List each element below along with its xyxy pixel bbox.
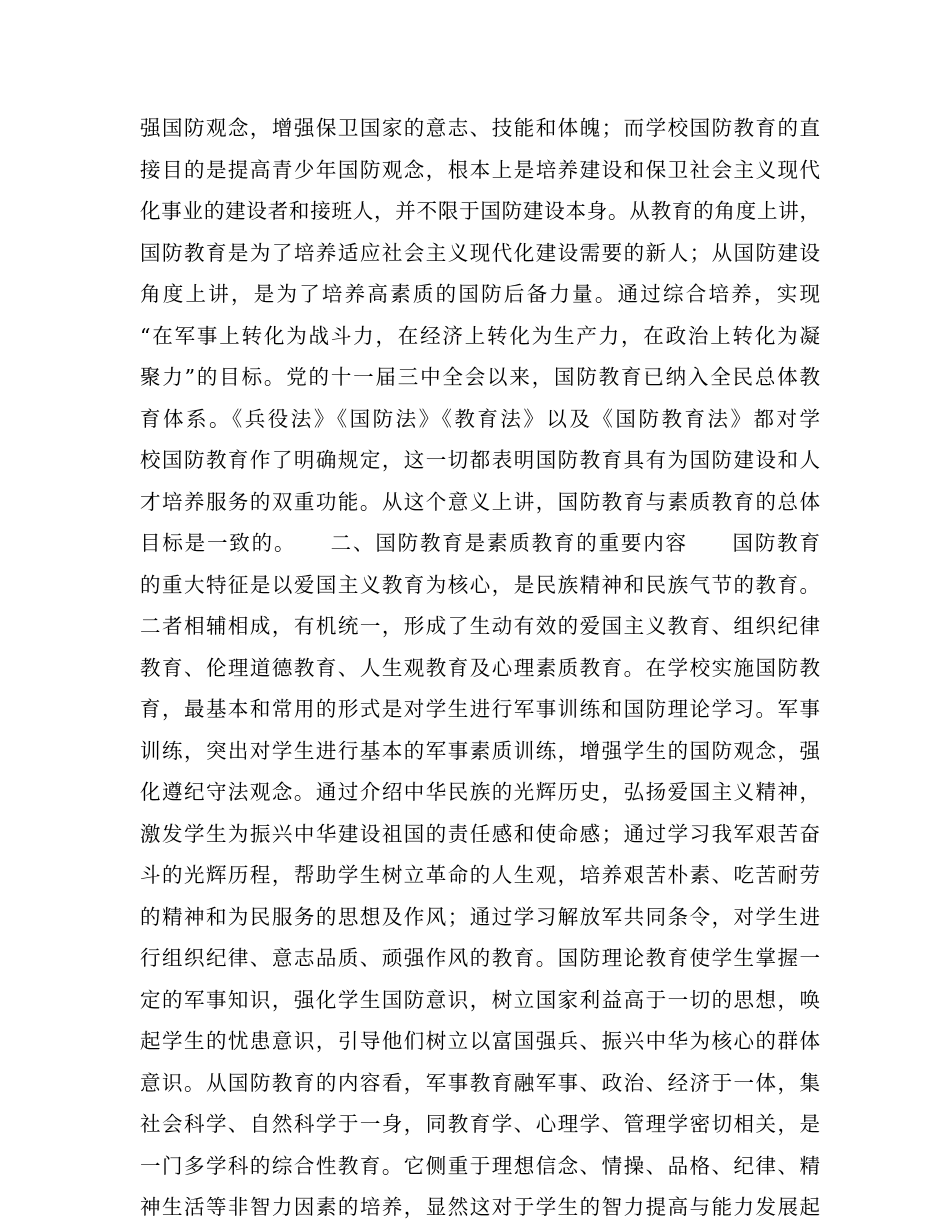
text-line: 强国防观念，增强保卫国家的意志、技能和体魄；而学校国防教育的直 [140,116,820,140]
text-line: 校国防教育作了明确规定，这一切都表明国防教育具有为国防建设和人 [140,448,820,472]
text-line: 意识。从国防教育的内容看，军事教育融军事、政治、经济于一体，集 [140,1070,820,1095]
text-line: 目标是一致的。 二、国防教育是素质教育的重要内容 国防教育 [140,531,820,555]
text-line: 行组织纪律、意志品质、顽强作风的教育。国防理论教育使学生掌握一 [140,946,820,970]
text-line: 接目的是提高青少年国防观念，根本上是培养建设和保卫社会主义现代 [140,157,820,182]
text-line: 神生活等非智力因素的培养，显然这对于学生的智力提高与能力发展起 [140,1195,820,1219]
text-line: 化事业的建设者和接班人，并不限于国防建设本身。从教育的角度上讲， [140,199,820,223]
text-line: 社会科学、自然科学于一身，同教育学、心理学、管理学密切相关，是 [140,1112,820,1136]
text-line: 激发学生为振兴中华建设祖国的责任感和使命感；通过学习我军艰苦奋 [140,821,820,846]
text-line: 育体系。《兵役法》《国防法》《教育法》以及《国防教育法》都对学 [140,406,820,431]
text-line: 斗的光辉历程，帮助学生树立革命的人生观，培养艰苦朴素、吃苦耐劳 [140,863,820,887]
text-line: 育，最基本和常用的形式是对学生进行军事训练和国防理论学习。军事 [140,697,820,721]
text-line: 国防教育是为了培养适应社会主义现代化建设需要的新人；从国防建设 [140,240,820,265]
text-line: “在军事上转化为战斗力，在经济上转化为生产力，在政治上转化为凝 [140,323,820,348]
text-line: 化遵纪守法观念。通过介绍中华民族的光辉历史，弘扬爱国主义精神， [140,780,820,804]
body-text [140,108,820,1229]
text-line: 定的军事知识，强化学生国防意识，树立国家利益高于一切的思想，唤 [140,987,820,1012]
text-line: 二者相辅相成，有机统一，形成了生动有效的爱国主义教育、组织纪律 [140,614,820,638]
text-line: 起学生的忧患意识，引导他们树立以富国强兵、振兴中华为核心的群体 [140,1029,820,1053]
text-line: 的重大特征是以爱国主义教育为核心，是民族精神和民族气节的教育。 [140,572,820,597]
text-line: 角度上讲，是为了培养高素质的国防后备力量。通过综合培养，实现 [140,282,820,306]
text-line: 才培养服务的双重功能。从这个意义上讲，国防教育与素质教育的总体 [140,489,820,514]
text-line: 一门多学科的综合性教育。它侧重于理想信念、情操、品格、纪律、精 [140,1153,820,1178]
text-line: 的精神和为民服务的思想及作风；通过学习解放军共同条令，对学生进 [140,904,820,929]
text-line: 训练，突出对学生进行基本的军事素质训练，增强学生的国防观念，强 [140,738,820,763]
text-line: 教育、伦理道德教育、人生观教育及心理素质教育。在学校实施国防教 [140,655,820,680]
text-line: 聚力”的目标。党的十一届三中全会以来，国防教育已纳入全民总体教 [140,365,820,389]
